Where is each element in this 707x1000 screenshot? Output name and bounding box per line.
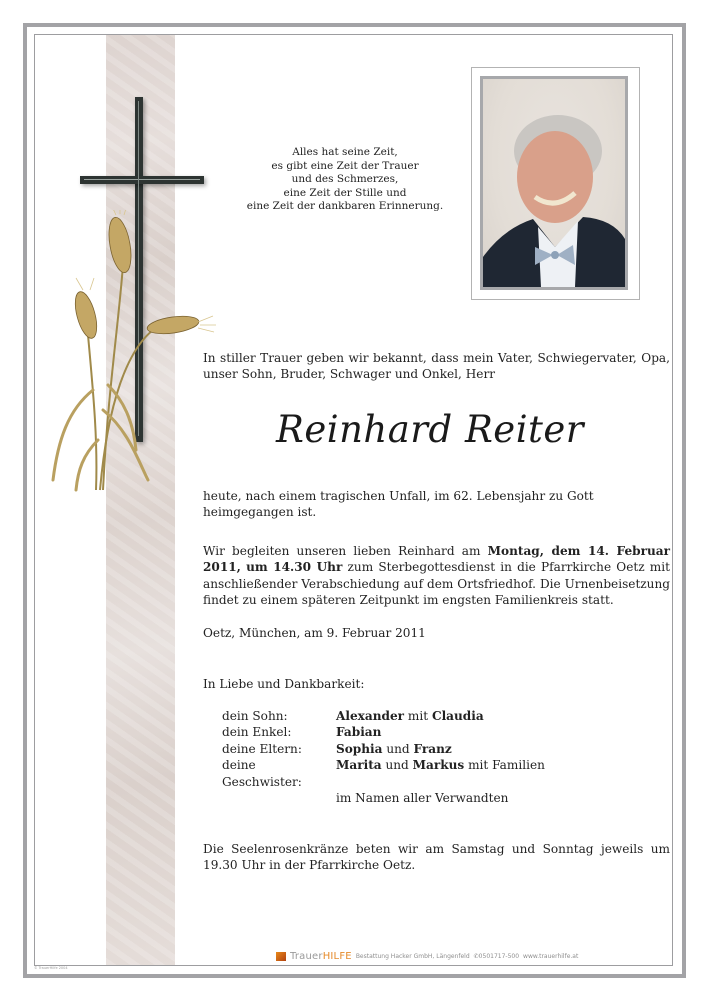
family-member-name: Franz (413, 741, 452, 756)
portrait-face (517, 131, 593, 223)
family-row (222, 757, 545, 790)
wheat-leaf (53, 390, 93, 480)
portrait-photo (480, 76, 628, 290)
death-notice: heute, nach einem tragischen Unfall, im 62. Lebensjahr zu Gott heimgegangen ist. (203, 489, 594, 520)
wheat-leaf (76, 440, 98, 490)
family-row (222, 708, 545, 724)
wheat-ear (146, 313, 200, 336)
family-member-name: Alexander (336, 709, 405, 723)
brand-name (290, 951, 352, 962)
memorial-motto (230, 146, 460, 214)
service-info (203, 543, 670, 609)
motto-line: es gibt eine Zeit der Trauer (271, 159, 419, 172)
wheat-stalk (88, 335, 96, 490)
family-row (222, 724, 545, 740)
wheat-stalk (103, 265, 123, 490)
copyright-note: © TrauerHilfe 2004 (34, 966, 68, 970)
cross-icon-horizontal-beam (80, 176, 204, 184)
wheat-ear (71, 289, 101, 340)
family-list (222, 708, 545, 806)
family-relation: dein Sohn: (222, 709, 288, 723)
family-connector-text: mit Familien (464, 758, 545, 773)
service-text: Wir begleiten unseren lieben Reinhard am (203, 544, 488, 558)
family-names (336, 741, 545, 757)
service-text: zum Sterbegottesdienst in die Pfarrkirche Oetz mit anschließender Verabschiedung auf dem Ortsfriedhof. Die Urnenbeisetzung findet zu einem späteren Zeitpunkt im engsten Familienkreis statt. (203, 560, 670, 608)
wheat-ears-icon (48, 210, 218, 495)
rosary-info: Die Seelenrosenkränze beten wir am Samstag und Sonntag jeweils um 19.30 Uhr in der Pfarrkirche Oetz. (203, 842, 670, 873)
family-names (336, 708, 545, 724)
family-connector-text: mit (404, 709, 432, 723)
service-date: Montag, dem 14. Februar 2011, (203, 544, 670, 575)
motto-line: Alles hat seine Zeit, (292, 146, 398, 158)
motto-line: eine Zeit der Stille und (283, 186, 407, 199)
family-relation: deine Eltern: (222, 741, 302, 756)
family-member-name: Fabian (336, 725, 382, 740)
family-relation (222, 790, 336, 806)
family-relation: dein Enkel: (222, 725, 292, 740)
website-link[interactable]: www.trauerhilfe.at (523, 953, 579, 960)
brand-part-1: Trauer (290, 951, 323, 962)
motto-line: eine Zeit der dankbaren Erinnerung. (246, 200, 444, 213)
deceased-name: Reinhard Reiter (276, 408, 584, 451)
family-row (222, 790, 545, 806)
family-row (222, 741, 545, 757)
phone-number: ✆0501717-500 (473, 953, 520, 960)
motto-line: und des Schmerzes, (291, 173, 399, 186)
cross-highlight-horizontal (84, 179, 200, 180)
family-member-name: Claudia (431, 709, 484, 723)
funeral-home-footer (276, 951, 578, 962)
family-names (336, 790, 545, 806)
brand-part-2: HILFE (322, 951, 352, 962)
family-connector-text: und (382, 741, 414, 756)
family-member-name: Marita (336, 758, 382, 773)
wheat-ear (105, 216, 134, 275)
family-names (336, 724, 545, 740)
family-member-name: Markus (412, 758, 465, 773)
family-connector-text: und (381, 758, 413, 773)
family-heading: In Liebe und Dankbarkeit: (203, 677, 365, 691)
family-member-name: Sophia (336, 741, 383, 756)
family-connector-text: im Namen aller Verwandten (336, 791, 509, 806)
trauerhilfe-logo-icon (276, 952, 286, 961)
place-date: Oetz, München, am 9. Februar 2011 (203, 626, 426, 640)
service-time: um 14.30 Uhr (246, 560, 343, 575)
company-name: Bestattung Hacker GmbH, Längenfeld (355, 953, 470, 960)
family-names (336, 757, 545, 790)
family-relation: deine Geschwister: (222, 758, 302, 789)
announcement-intro: In stiller Trauer geben wir bekannt, dass mein Vater, Schwiegervater, Opa, unser Sohn, Bruder, Schwager und Onkel, Herr (203, 351, 670, 382)
